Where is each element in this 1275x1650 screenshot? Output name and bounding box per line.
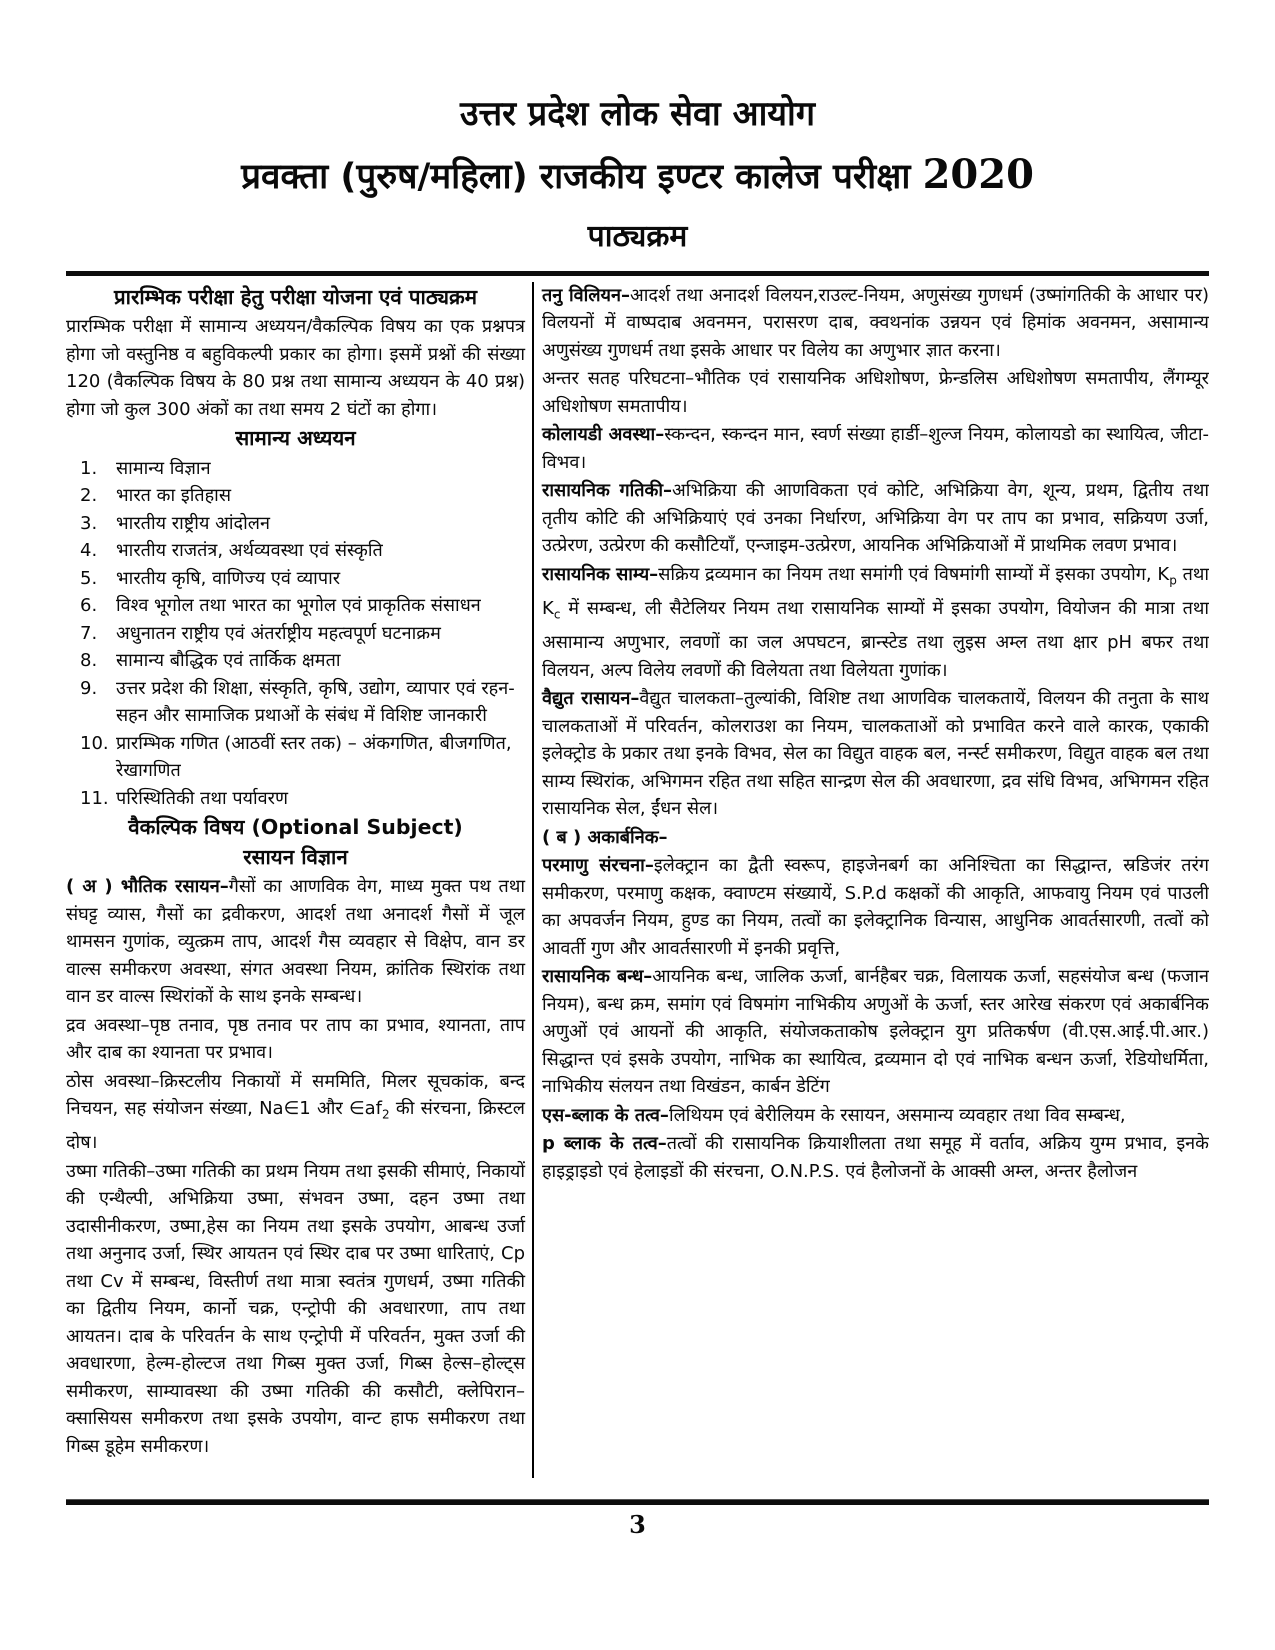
list-text: प्रारम्भिक गणित (आठवीं स्तर तक) – अंकगणित, बीजगणित, रेखागणित: [116, 732, 512, 782]
section-lead: p ब्लाक के तत्व–: [542, 1133, 667, 1155]
list-number: 6.: [80, 595, 98, 617]
exam-title: [0, 146, 1275, 204]
list-number: 3.: [80, 512, 98, 534]
section-lead: परमाणु संरचना–: [542, 855, 654, 877]
section-lead: रासायनिक गतिकी–: [542, 480, 673, 502]
list-item: [66, 565, 525, 593]
solid-state-paragraph: ठोस अवस्था–क्रिस्टलीय निकायों में सममिति, मिलर सूचकांक, बन्द निचयन, सह संयोजन संख्या, Na∈1 और $\in af_2$ की संरचना, क्रिस्टल दोष।: [66, 1070, 525, 1154]
list-item: [66, 620, 525, 648]
list-number: 1.: [80, 457, 98, 479]
dilute-solution-paragraph: तनु विलियन–आदर्श तथा अनादर्श विलयन,राउल्ट-नियम, अणुसंख्य गुणधर्म (उष्मांगतिकी के आधार पर) विलयनों में वाष्पदाब अवनमन, परासरण दाब, क्वथनांक उन्नयन एवं हिमांक अवनमन, असामान्य अणुसंख्य गुणधर्म तथा इसके आधार पर विलेय का अणुभार ज्ञात करना।: [542, 284, 1209, 361]
section-lead: ( ब ) अकार्बनिक–: [542, 826, 668, 848]
chemical-kinetics-paragraph: रासायनिक गतिकी–अभिक्रिया की आणविकता एवं कोटि, अभिक्रिया वेग, शून्य, प्रथम, द्वितीय तथा तृतीय कोटि की अभिक्रियाएं एवं उनका निर्धारण, अभिक्रिया वेग पर ताप का प्रभाव, सक्रियण उर्जा, उत्प्रेरण, उत्प्रेरण की कसौटियाँ, एन्जाइम-उत्प्रेरण, आयनिक अभिक्रियाओं में प्राथमिक लवण प्रभाव।: [542, 480, 1209, 557]
list-text: विश्व भूगोल तथा भारत का भूगोल एवं प्राकृतिक संसाधन: [116, 595, 481, 617]
list-number: 7.: [80, 622, 98, 644]
list-item: [66, 482, 525, 510]
list-item: [66, 592, 525, 620]
left-column: [66, 282, 532, 1478]
subscript: p: [1169, 573, 1177, 588]
list-text: भारतीय कृषि, वाणिज्य एवं व्यापार: [116, 567, 341, 589]
list-text: अधुनातन राष्ट्रीय एवं अंतर्राष्ट्रीय महत्वपूर्ण घटनाक्रम: [116, 622, 441, 644]
section-lead: रासायनिक साम्य–: [542, 563, 659, 585]
list-text: भारतीय राष्ट्रीय आंदोलन: [116, 512, 270, 534]
list-text: भारत का इतिहास: [116, 485, 232, 507]
atomic-structure-paragraph: परमाणु संरचना–इलेक्ट्रान का द्वैती स्वरूप, हाइजेनबर्ग का अनिश्चिता का सिद्धान्त, स्रडिजंर तरंग समीकरण, परमाणु कक्षक, क्वाण्टम संख्यायें, S.P.d कक्षकों की आकृति, आफवायु नियम एवं पाउली का अपवर्जन नियम, हुण्ड का नियम, तत्वों का इलेक्ट्रानिक विन्यास, आधुनिक आवर्तसारणी, तत्वों को आवर्ती गुण और आवर्तसारणी में इनकी प्रवृत्ति,: [542, 855, 1209, 959]
section-lead: वैद्युत रासायन–: [542, 688, 640, 710]
header-rule: [66, 271, 1209, 276]
surface-phenomena-paragraph: अन्तर सतह परिघटना–भौतिक एवं रासायनिक अधिशोषण, फ्रेन्डलिस अधिशोषण समतापीय, लैंगम्यूर अधिशोषण समतापीय।: [542, 368, 1209, 417]
list-item: [66, 537, 525, 565]
list-item: [66, 675, 525, 730]
chemistry-heading: रसायन विज्ञान: [243, 844, 348, 869]
exam-title-text: प्रवक्ता (पुरुष/महिला) राजकीय इण्टर कालेज परीक्षा: [241, 156, 923, 197]
two-column-body: [66, 282, 1209, 1478]
plan-heading: प्रारम्भिक परीक्षा हेतु परीक्षा योजना एवं पाठ्यक्रम: [114, 284, 477, 309]
s-block-paragraph: एस-ब्लाक के तत्व–लिथियम एवं बेरीलियम के रसायन, असमान्य व्यवहार तथा विव सम्बन्ध,: [542, 1104, 1126, 1126]
syllabus-title: पाठ्यक्रम: [587, 218, 688, 254]
liquid-state-paragraph: द्रव अवस्था–पृष्ठ तनाव, पृष्ठ तनाव पर ताप का प्रभाव, श्यानता, ताप और दाब का श्यानता पर प्रभाव।: [66, 1014, 525, 1064]
general-studies-heading: सामान्य अध्ययन: [235, 426, 356, 451]
page-number: 3: [629, 1510, 646, 1539]
thermodynamics-paragraph: उष्मा गतिकी–उष्मा गतिकी का प्रथम नियम तथा इसकी सीमाएं, निकायों की एन्थैल्पी, अभिक्रिया उष्मा, संभवन उष्मा, दहन उष्मा तथा उदासीनीकरण, उष्मा,हेस का नियम तथा इसके उपयोग, आबन्ध उर्जा तथा अनुनाद उर्जा, स्थिर आयतन एवं स्थिर दाब पर उष्मा धारिताएं, Cp तथा Cv में सम्बन्ध, विस्तीर्ण तथा मात्रा स्वतंत्र गुणधर्म, उष्मा गतिकी का द्वितीय नियम, कार्नो चक्र, एन्ट्रोपी की अवधारणा, ताप तथा आयतन। दाब के परिवर्तन के साथ एन्ट्रोपी में परिवर्तन, मुक्त उर्जा की अवधारणा, हेल्म-होल्टज तथा गिब्स मुक्त उर्जा, गिब्स हेल्स–होल्ट्स समीकरण, साम्यावस्था की उष्मा गतिकी की कसौटी, क्लेपिरान–क्सासियस समीकरण तथा इसके उपयोग, वान्ट हाफ समीकरण तथा गिब्स डूहेम समीकरण।: [66, 1160, 526, 1457]
page-header: [0, 0, 1275, 255]
chemical-equilibrium-paragraph: रासायनिक साम्य–सक्रिय द्रव्यमान का नियम तथा समांगी एवं विषमांगी साम्यों में इसका उपयोग, $K_p$ तथा $K_c$ में सम्बन्ध, ली सैटेलियर नियम तथा रासायनिक साम्यों में इसका उपयोग, वियोजन की मात्रा तथा असामान्य अणुभार, लवणों का जल अपघटन, ब्रान्स्टेड तथा लुइस अम्ल तथा क्षार pH बफर तथा विलयन, अल्प विलेय लवणों की विलेयता तथा विलेयता गुणांक।: [542, 563, 1209, 681]
section-lead: तनु विलियन–: [542, 284, 630, 306]
list-number: 10.: [80, 732, 109, 754]
list-number: 8.: [80, 650, 98, 672]
footer-rule: [66, 1499, 1209, 1505]
list-item: [66, 730, 525, 785]
p-block-paragraph: p ब्लाक के तत्व–तत्वों की रासायनिक क्रियाशीलता तथा समूह में वर्ताव, अक्रिय युग्म प्रभाव, इनके हाइड्राइडो एवं हेलाइडों की संरचना, O.N.P.S. एवं हैलोजनों के आक्सी अम्ल, अन्तर हैलोजन: [542, 1133, 1209, 1182]
section-lead: रासायनिक बन्ध–: [542, 966, 653, 988]
intro-paragraph: प्रारम्भिक परीक्षा में सामान्य अध्ययन/वैकल्पिक विषय का एक प्रश्नपत्र होगा जो वस्तुनिष्ठ व बहुविकल्पी प्रकार का होगा। इसमें प्रश्नों की संख्या 120 (वैकल्पिक विषय के 80 प्रश्न तथा सामान्य अध्ययन के 40 प्रश्न) होगा जो कुल 300 अंकों का तथा समय 2 घंटों का होगा।: [66, 316, 525, 420]
list-text: भारतीय राजतंत्र, अर्थव्यवस्था एवं संस्कृति: [116, 540, 383, 562]
list-number: 9.: [80, 677, 98, 699]
section-lead: एस-ब्लाक के तत्व–: [542, 1104, 669, 1126]
list-item: [66, 510, 525, 538]
chemical-bond-paragraph: रासायनिक बन्ध–आयनिक बन्ध, जालिक ऊर्जा, बार्नहैबर चक्र, विलायक ऊर्जा, सहसंयोज बन्ध (फजान नियम), बन्ध क्रम, समांग एवं विषमांग नाभिकीय अणुओं के ऊर्जा, स्तर आरेख संकरण एवं अकार्बनिक अणुओं एवं आयनों की आकृति, संयोजकताकोष इलेक्ट्रान युग प्रतिकर्षण (वी.एस.आई.पी.आर.) सिद्धान्त एवं इसके उपयोग, नाभिक का स्थायित्व, द्रव्यमान दो एवं नाभिक बन्धन ऊर्जा, रेडियोधर्मिता, नाभिकीय संलयन तथा विखंडन, कार्बन डेटिंग: [542, 966, 1209, 1098]
list-number: 5.: [80, 567, 98, 589]
list-text: परिस्थितिकी तथा पर्यावरण: [116, 787, 289, 809]
list-item: [66, 785, 525, 813]
section-lead: ( अ ) भौतिक रसायन–: [66, 876, 229, 898]
colloidal-state-paragraph: कोलायडी अवस्था–स्कन्दन, स्कन्दन मान, स्वर्ण संख्या हार्डी–शुल्ज नियम, कोलायडो का स्थायित्व, जीटा-विभव।: [542, 424, 1209, 473]
electrochemistry-paragraph: वैद्युत रासायन–वैद्युत चालकता–तुल्यांकी, विशिष्ट तथा आणविक चालकतायें, विलयन की तनुता के साथ चालकताओं में परिवर्तन, कोलराउश का नियम, चालकताओं को प्रभावित करने वाले कारक, एकाकी इलेक्ट्रोड के प्रकार तथा इनके विभव, सेल का विद्युत वाहक बल, नर्न्स्ट समीकरण, विद्युत वाहक बल तथा साम्य स्थिरांक, अभिगमन रहित तथा सहित सान्द्रण सेल की अवधारणा, द्रव संधि विभव, अभिगमन रहित रासायनिक सेल, ईंधन सेल।: [542, 688, 1209, 820]
inorganic-heading-paragraph: [542, 824, 1209, 852]
list-number: 4.: [80, 540, 98, 562]
list-text: सामान्य विज्ञान: [116, 457, 211, 479]
list-text: उत्तर प्रदेश की शिक्षा, संस्कृति, कृषि, उद्योग, व्यापार एवं रहन-सहन और सामाजिक प्रथाओं के संबंध में विशिष्ट जानकारी: [116, 677, 515, 727]
subscript: c: [553, 607, 561, 622]
list-item: [66, 455, 525, 483]
right-column: [534, 282, 1209, 1478]
physical-chemistry-paragraph: ( अ ) भौतिक रसायन–गैसों का आणविक वेग, माध्य मुक्त पथ तथा संघट्ट व्यास, गैसों का द्रवीकरण, आदर्श तथा अनादर्श गैसों में जूल थामसन गुणांक, व्युत्क्रम ताप, आदर्श गैस व्यवहार से विक्षेप, वान डर वाल्स समीकरण अवस्था, संगत अवस्था नियम, क्रांतिक स्थिरांक तथा वान डर वाल्स स्थिरांकों के साथ इनके सम्बन्ध।: [66, 876, 525, 1008]
list-text: सामान्य बौद्धिक एवं तार्किक क्षमता: [116, 650, 341, 672]
exam-year: 2020: [922, 150, 1034, 198]
subscript: 2: [382, 1107, 390, 1122]
optional-subject-heading: वैकल्पिक विषय (Optional Subject): [128, 815, 463, 840]
commission-title: उत्तर प्रदेश लोक सेवा आयोग: [460, 94, 815, 134]
list-number: 2.: [80, 485, 98, 507]
list-item: [66, 647, 525, 675]
section-lead: कोलायडी अवस्था–: [542, 424, 665, 446]
list-number: 11.: [80, 787, 109, 809]
